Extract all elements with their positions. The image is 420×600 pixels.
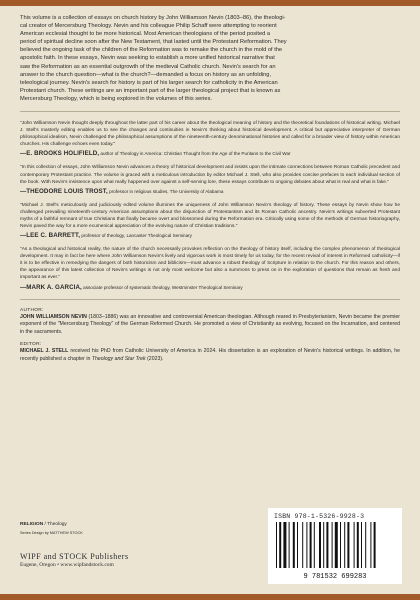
- endorser-name: —E. BROOKS HOLIFIELD,: [20, 150, 100, 158]
- author-bio-text: (1803–1886) was an innovative and controversial American theologian. Although reared in Presbyterianism, Nevin became the premier exponent of the "Mercersburg Theology" of the German Reformed Church. He promoted a view of Christianity as evolving, focused on the Incarnation, and centered in the sacraments.: [20, 313, 401, 335]
- barcode-bar: [319, 522, 321, 568]
- barcode-bar: [335, 522, 338, 568]
- barcode-bar: [344, 522, 345, 568]
- barcode-bar: [289, 522, 290, 568]
- endorsement-garcia: [20, 246, 400, 290]
- barcode-bar: [297, 522, 298, 568]
- barcode-bar: [374, 522, 376, 568]
- barcode-bar: [332, 522, 333, 568]
- endorsement-attribution: [20, 188, 400, 195]
- book-summary: [20, 14, 400, 103]
- barcode-bar: [283, 522, 286, 568]
- category-main: RELIGION: [20, 522, 44, 527]
- endorsement-text: "Michael J. Stell's meticulously and judiciously edited volume illumines the uniqueness of John Williamson Nevin's theology of history. These essays by Nevin show how he challenged prevailing nineteenth-century American assumptions about the disjunction of Protestantism and its Roman Catholic ancestry. Nevin's writings subverted Protestant myths of a faithful remnant of true Christians that finally became overt and blossomed during the Reformation era. Critically using some of the methods of German historiography, Nevin paved the way for a more ecumenical appreciation of the evolving nature of Christian traditions.": [20, 202, 400, 229]
- cover-footer: [20, 513, 400, 588]
- barcode-icon: [272, 522, 398, 580]
- barcode-bar: [370, 522, 371, 568]
- editor-bio-text-end: (2023).: [145, 355, 164, 362]
- summary-line: cal creator of Mercersburg Theology. Nevin and his colleague Philip Schaff were attempting to reorient: [20, 23, 277, 30]
- bottom-color-band: [0, 594, 420, 600]
- barcode-bar: [302, 522, 303, 568]
- summary-line: answer to the church question—what is the church?—demanded a focus on history as an unfolding,: [20, 71, 272, 78]
- category-sub: / Theology: [43, 522, 67, 527]
- subject-category: [20, 522, 67, 527]
- barcode-bar: [293, 522, 295, 568]
- barcode-bar: [323, 522, 324, 568]
- barcode-bar: [326, 522, 328, 568]
- summary-line: apostolic faith. In these essays, Nevin was seeking to establish a more unified historical narrative that: [20, 55, 275, 62]
- barcode-bar: [306, 522, 307, 568]
- barcode-bar: [314, 522, 315, 568]
- publisher-name: WIPF and STOCK Publishers: [20, 552, 129, 561]
- summary-line: Protestant church. These writings are an important part of the larger theological project that is known as: [20, 87, 281, 94]
- isbn-barcode: [268, 508, 402, 584]
- endorser-name: —MARK A. GARCIA,: [20, 283, 82, 291]
- barcode-bar: [354, 522, 355, 568]
- summary-line: Mercersburg Theology, which is being explored in the volumes of this series.: [20, 95, 212, 102]
- summary-line: American ecclesial thought to be more historical. Most American theologians of the period posited a: [20, 31, 271, 38]
- endorser-role: professor in religious studies, The University of Alabama: [109, 188, 224, 194]
- barcode-bar: [347, 522, 349, 568]
- endorsement-trost: [20, 164, 400, 194]
- editor-bio-book-title: Theology and Star Trek: [91, 355, 146, 362]
- editor-bio-text: received his PhD from Catholic University of America in 2024. His dissertation is an exploration of Nevin's historical writings. In addition, he recently published a chapter in: [20, 348, 401, 362]
- back-cover-text: [20, 14, 400, 369]
- barcode-bar: [357, 522, 359, 568]
- endorser-name: —THEODORE LOUIS TROST,: [20, 187, 108, 195]
- author-name: JOHN WILLIAMSON NEVIN: [20, 313, 87, 320]
- series-design-credit: Series Design by MATTHEW STOCK: [20, 531, 83, 535]
- top-color-band: [0, 0, 420, 6]
- author-heading: AUTHOR:: [20, 307, 44, 313]
- summary-line: period of spiritual decline soon after the New Testament, that lasted until the Protestant Reformation. They: [20, 39, 287, 46]
- barcode-bar: [279, 522, 281, 568]
- endorsement-text: "In this collection of essays, John Williamson Nevin advances a theory of historical development and insists upon the intimate connections between Roman Catholic precedent and contemporary Protestant practice. The volume is graced with a meticulous introduction by editor Michael J. Stell, who also provides concise prefaces to each individual section of the book. With Nevin's insistence upon what really happened over against a self-serving lore, these essays contribute to ongoing debates about what is real and what is fake.": [20, 165, 400, 185]
- endorsement-text: "As a theological and historical reality, the nature of the church necessarily provokes reflection on the theology of history itself, including the complex phenomenon of theological development. It may in fact be here where John Williamson Nevin's lively and vigorous work is most timely for us today, for the recent revival of interest in Reformed catholicity—if it is to be effective in remedying the dangers of both historicism and biblicism—must advance a robust theology of Scripture in relation to the church. For this reason and others, the appearance of this latest collection of Nevin's writings is not only most welcome but also a summons to press on in the exploration of questions that remain as fresh and important as ever.": [20, 247, 400, 281]
- summary-line: This volume is a collection of essays on church history by John Williamson Nevin (1803–86), the theologi-: [20, 15, 286, 21]
- publisher-block: [20, 552, 129, 568]
- summary-line: believed the ongoing task of the children of the Reformation was to remake the church in the mold of the: [20, 47, 283, 54]
- summary-line: saw the Reformation as an essential outgrowth of the medieval Catholic church. Nevin's search for an: [20, 63, 276, 70]
- author-bio: [20, 314, 400, 337]
- barcode-digits: 9 781532 699283: [303, 573, 367, 580]
- barcode-bar: [310, 522, 312, 568]
- barcode-bar: [340, 522, 341, 568]
- divider: [20, 299, 400, 300]
- barcode-bar: [365, 522, 366, 568]
- barcode-bar: [276, 522, 277, 568]
- endorsement-holifield: [20, 120, 400, 157]
- editor-name: MICHAEL J. STELL: [20, 348, 69, 355]
- publisher-location: Eugene, Oregon • www.wipfandstock.com: [20, 562, 114, 568]
- editor-bio: [20, 348, 400, 363]
- endorser-role: professor of theology, Lancaster Theological Seminary: [81, 233, 192, 239]
- endorser-role: associate professor of systematic theology, Westminster Theological Seminary: [83, 284, 243, 290]
- endorsement-attribution: [20, 150, 400, 157]
- endorsement-attribution: [20, 232, 400, 239]
- divider: [20, 111, 400, 112]
- barcode-bar: [361, 522, 362, 568]
- endorser-role: author of Theology in America: Christian Thought from the Age of the Puritans to the Civil War: [100, 151, 291, 157]
- endorsement-barrett: [20, 202, 400, 239]
- summary-line: teleological journey. Nevin's search for history is part of his larger search for catholicity in the American: [20, 79, 278, 86]
- isbn-label: ISBN 978-1-5326-9928-3: [274, 513, 365, 520]
- endorser-name: —LEE C. BARRETT,: [20, 232, 81, 240]
- endorsement-attribution: [20, 284, 400, 291]
- editor-heading: EDITOR:: [20, 342, 42, 348]
- endorsement-text: "John Williamson Nevin thought deeply throughout the latter part of his career about the theological meaning of history and the theoretical foundations of historical writing. Michael J. Stell's masterly editing enables us to see the changes and continuities in Nevin's thinking about historical development. A critical but appreciative interpreter of German philosophical idealism, Nevin challenged the philosophical assumptions of the nineteenth-century denominational histories and called for a broader view of history within American churches. His challenge echoes even today.": [20, 121, 400, 148]
